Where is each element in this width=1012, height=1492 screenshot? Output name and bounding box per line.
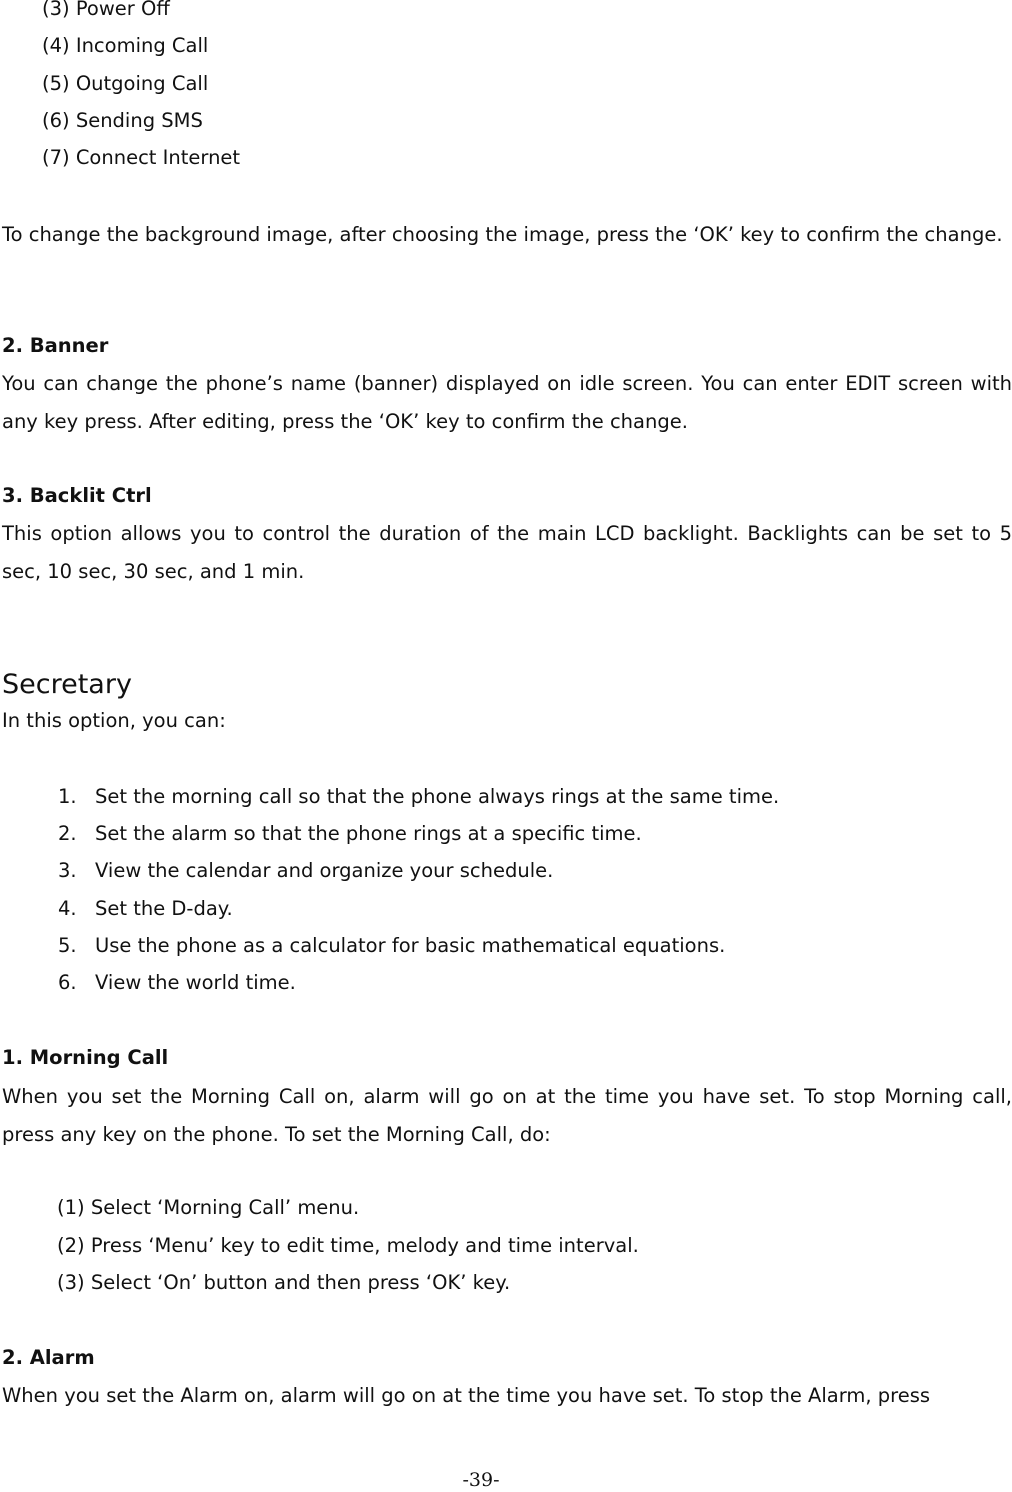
list-item-number: 2. — [58, 822, 77, 845]
alarm-heading: 2. Alarm — [2, 1346, 95, 1369]
alarm-text: When you set the Alarm on, alarm will go on at the time you have set. To stop the Alarm, press — [2, 1384, 931, 1407]
section-title: Secretary — [2, 669, 132, 700]
step-item: (2) Press ‘Menu’ key to edit time, melody and time interval. — [57, 1234, 639, 1257]
backlit-heading: 3. Backlit Ctrl — [2, 484, 152, 507]
list-item: (6) Sending SMS — [42, 109, 203, 132]
list-item-number: 1. — [58, 785, 77, 808]
step-item: (3) Select ‘On’ button and then press ‘OK’ key. — [57, 1271, 511, 1294]
list-item-number: 4. — [58, 897, 77, 920]
step-item: (1) Select ‘Morning Call’ menu. — [57, 1196, 360, 1219]
list-item-number: 6. — [58, 971, 77, 994]
banner-heading: 2. Banner — [2, 334, 109, 357]
list-item: Set the alarm so that the phone rings at a specific time. — [95, 822, 642, 845]
page-number: -39- — [462, 1469, 500, 1491]
list-item: (5) Outgoing Call — [42, 72, 209, 95]
morning-call-text: When you set the Morning Call on, alarm will go on at the time you have set. To stop Morning call, press any key on the phone. To set the Morning Call, do: — [2, 1085, 1012, 1146]
list-item: Set the morning call so that the phone always rings at the same time. — [95, 785, 780, 808]
list-item: View the calendar and organize your schedule. — [95, 859, 554, 882]
background-note: To change the background image, after choosing the image, press the ‘OK’ key to confirm the change. — [2, 223, 1003, 246]
backlit-text: This option allows you to control the duration of the main LCD backlight. Backlights can be set to 5 sec, 10 sec, 30 sec, and 1 min. — [2, 522, 1012, 583]
morning-call-heading: 1. Morning Call — [2, 1046, 169, 1069]
banner-text: You can change the phone’s name (banner) displayed on idle screen. You can enter EDIT screen with any key press. After editing, press the ‘OK’ key to confirm the change. — [2, 372, 1012, 433]
list-item: (3) Power Off — [42, 0, 170, 20]
list-item: Use the phone as a calculator for basic mathematical equations. — [95, 934, 726, 957]
list-item: (7) Connect Internet — [42, 146, 241, 169]
list-item-number: 3. — [58, 859, 77, 882]
secretary-intro: In this option, you can: — [2, 709, 226, 732]
list-item-number: 5. — [58, 934, 77, 957]
list-item: View the world time. — [95, 971, 296, 994]
list-item: Set the D-day. — [95, 897, 233, 920]
list-item: (4) Incoming Call — [42, 34, 209, 57]
